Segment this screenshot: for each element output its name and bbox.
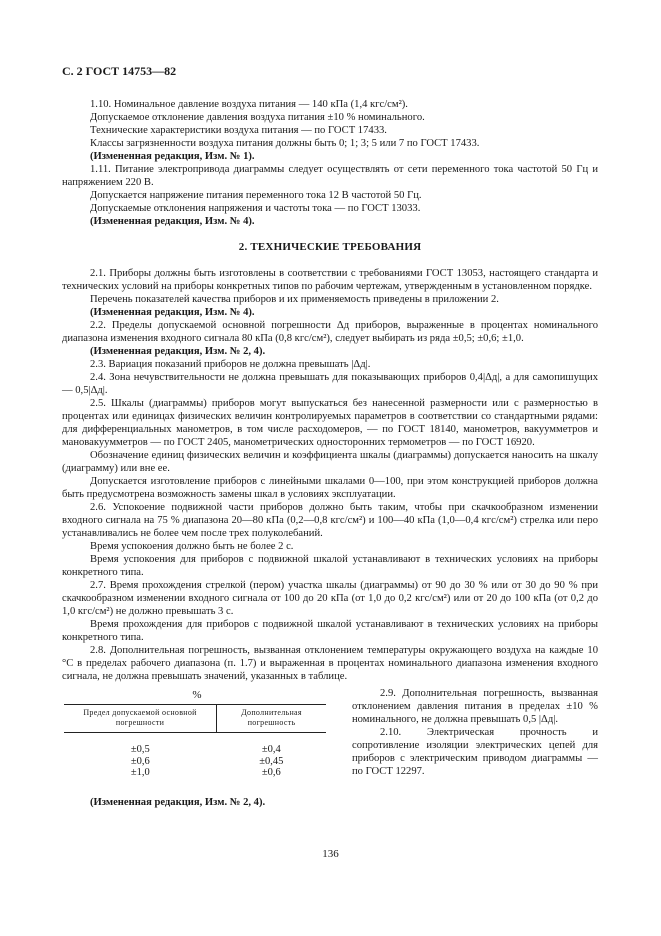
table-unit: % (192, 689, 202, 701)
section-1-paragraph: (Измененная редакция, Изм. № 1). (90, 151, 255, 162)
temperature-error-table (64, 704, 326, 779)
right-column-paragraph: 2.9. Дополнительная погрешность, вызванная отклонением давления питания в пределах ±10 % номинального, не должна превышать 0,5 |Δд|. (352, 688, 598, 725)
page-header: С. 2 ГОСТ 14753—82 (62, 64, 177, 78)
table-row (64, 733, 326, 779)
section-2-paragraph: 2.4. Зона нечувствительности не должна превышать для показывающих приборов 0,4|Δд|, а для самопишущих — 0,5|Δд|. (62, 372, 598, 396)
section-1-paragraph: 1.11. Питание электропривода диаграммы следует осуществлять от сети переменного тока частотой 50 Гц и напряжением 220 В. (62, 164, 598, 188)
section-2-paragraph: (Измененная редакция, Изм. № 4). (90, 307, 255, 318)
section-2-paragraph: Обозначение единиц физических величин и коэффициента шкалы (диаграммы) допускается наносить на шкалу (диаграмму) или вне ее. (62, 450, 598, 474)
bottom-two-column (62, 687, 598, 809)
section-2-paragraphs (62, 267, 598, 683)
document-body (62, 98, 598, 809)
amendment-note: (Измененная редакция, Изм. № 2, 4). (90, 796, 266, 808)
table-cell-additional-error: ±0,4 ±0,45 ±0,6 (259, 744, 284, 778)
section-2-paragraph: Время успокоения должно быть не более 2 с. (90, 541, 294, 552)
section-1-paragraph: Технические характеристики воздуха питания — по ГОСТ 17433. (90, 125, 387, 136)
section-1-paragraphs (62, 98, 598, 228)
section-2-paragraph: 2.1. Приборы должны быть изготовлены в соответствии с требованиями ГОСТ 13053, настоящего стандарта и технических условий на приборы конкретных типов по рабочим чертежам, утвержденным в установленном порядке. (62, 268, 598, 292)
table-cell-basic-error: ±0,5 ±0,6 ±1,0 (130, 744, 150, 778)
section-1-paragraph: Допускаемое отклонение давления воздуха питания ±10 % номинального. (90, 112, 425, 123)
section-1-paragraph: 1.10. Номинальное давление воздуха питания — 140 кПа (1,4 кгс/см²). (90, 99, 408, 110)
section-2-paragraph: Время успокоения для приборов с подвижной шкалой устанавливают в технических условиях на приборы конкретного типа. (62, 554, 598, 578)
table-column (62, 687, 332, 809)
section-2-paragraph: (Измененная редакция, Изм. № 2, 4). (90, 346, 266, 357)
section-1-paragraph: (Измененная редакция, Изм. № 4). (90, 216, 255, 227)
section-1-paragraph: Классы загрязненности воздуха питания должны быть 0; 1; 3; 5 или 7 по ГОСТ 17433. (90, 138, 480, 149)
section-2-paragraph: 2.6. Успокоение подвижной части приборов должно быть таким, чтобы при скачкообразном изменении входного сигнала на 75 % диапазона 20—80 кПа (0,2—0,8 кгс/см²) и 100—40 кПа (1,0—0,4 кгс/см²) стрелка или перо устанавливались не более чем после трех полуколебаний. (62, 502, 598, 539)
section-2-paragraph: 2.7. Время прохождения стрелкой (пером) участка шкалы (диаграммы) от 90 до 30 % или от 30 до 90 % при скачкообразном изменении входного сигнала от 100 до 20 кПа (от 1,0 до 0,2 кгс/см²) или от 20 до 100 кПа (от 0,2 до 1,0 кгс/см²) не должно превышать 3 с. (62, 580, 598, 617)
table-header-basic-error: Предел допускаемой основной погрешности (64, 705, 217, 733)
section-1-paragraph: Допускаемые отклонения напряжения и частоты тока — по ГОСТ 13033. (90, 203, 421, 214)
right-column-paragraphs (352, 687, 598, 778)
section-2-paragraph: Перечень показателей качества приборов и их применяемость приведены в приложении 2. (90, 294, 499, 305)
section-1-paragraph: Допускается напряжение питания переменного тока 12 В частотой 50 Гц. (90, 190, 422, 201)
section-title: 2. ТЕХНИЧЕСКИЕ ТРЕБОВАНИЯ (238, 241, 422, 253)
table-header-row (64, 705, 326, 733)
section-2-paragraph: 2.3. Вариация показаний приборов не должна превышать |Δд|. (90, 359, 371, 370)
right-column-paragraph: 2.10. Электрическая прочность и сопротивление изоляции электрических цепей для приборов с электрическим приводом диаграммы — по ГОСТ 12297. (352, 727, 598, 777)
section-2-paragraph: 2.8. Дополнительная погрешность, вызванная отклонением температуры окружающего воздуха на каждые 10 °С в пределах рабочего диапазона (п. 1.7) и выраженная в процентах номинального диапазона изменения входного сигнала, не должна превышать значений, указанных в таблице. (62, 645, 598, 682)
page-number: 136 (322, 848, 339, 860)
table-header-additional-error: Дополнительная погрешность (217, 705, 326, 733)
section-2-paragraph: 2.5. Шкалы (диаграммы) приборов могут выпускаться без нанесенной размерности или с размерностью в процентах или единицах физических величин контролируемых параметров в соответствии со стандартными рядами: для дифференциальных манометров, в том числе расходомеров, — по ГОСТ 18140, манометров, вакуумметров и мановакуумметров — по ГОСТ 2405, манометрических односторонних термометров — по ГОСТ 16920. (62, 398, 598, 448)
section-2-paragraph: 2.2. Пределы допускаемой основной погрешности Δд приборов, выраженные в процентах номинального диапазона изменения входного сигнала 80 кПа (0,8 кгс/см²), следует выбирать из ряда ±0,5; ±0,6; ±1,0. (62, 320, 598, 344)
section-2-paragraph: Допускается изготовление приборов с линейными шкалами 0—100, при этом конструкцией приборов должна быть предусмотрена возможность замены шкал в условиях эксплуатации. (62, 476, 598, 500)
section-2-paragraph: Время прохождения для приборов с подвижной шкалой устанавливают в технических условиях на приборы конкретного типа. (62, 619, 598, 643)
